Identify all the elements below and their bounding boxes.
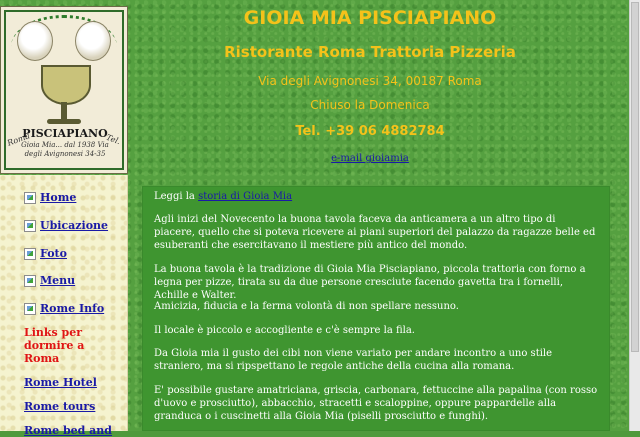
broken-image-icon <box>24 248 36 260</box>
paragraph-5: Da Gioia mia il gusto dei cibi non viene variato per andare incontro a uno stile straniero, ma si ripspettano le regole antiche della cucina alla romana. <box>154 348 553 372</box>
phone-number: Tel. +39 06 4882784 <box>295 124 445 139</box>
broken-image-icon <box>24 303 36 315</box>
sidebar-link-ubicazione[interactable]: Ubicazione <box>40 219 109 232</box>
broken-image-icon <box>24 192 36 204</box>
paragraph-3: Amicizia, fiducia e la ferma volontà di non spellare nessuno. <box>154 301 459 312</box>
restaurant-logo <box>0 6 128 174</box>
logo-brand: PISCIAPIANO <box>22 127 108 140</box>
intro-prefix: Leggi la <box>154 191 199 202</box>
story-link[interactable]: storia di Gioia Mia <box>198 191 293 202</box>
sidebar-nav <box>0 175 128 437</box>
champagne-glass-icon <box>41 65 91 105</box>
logo-side-right: Tel. <box>105 132 123 147</box>
scrollbar-thumb[interactable] <box>631 2 639 352</box>
sidebar-item-foto[interactable] <box>24 247 67 260</box>
page-title: GIOIA MIA PISCIAPIANO <box>243 7 497 29</box>
sidebar-link-rome-info[interactable]: Rome Info <box>40 302 105 315</box>
sidebar-item-menu[interactable] <box>24 274 75 287</box>
paragraph-6: E' possibile gustare amatriciana, griscia, carbonara, fettuccine alla papalina (con rosso d'uovo e prosciutto), abbacchio, stracetti e scaloppine, oppure pappardelle alla granduca o i cuscinetti alla Gioia Mia (piselli prosciutto e funghi). <box>154 385 598 422</box>
cherub-right-icon <box>75 21 111 61</box>
logo-script: Gioia Mia... dal 1938 Via degli Avignonesi 34-35 <box>21 141 109 158</box>
closing-day: Chiuso la Domenica <box>310 98 430 112</box>
cherub-left-icon <box>17 21 53 61</box>
email-link[interactable]: e-mail gioiamia <box>331 153 409 164</box>
links-section-title: Links per dormire a Roma <box>24 326 85 365</box>
paragraph-2: La buona tavola è la tradizione di Gioia Mia Pisciapiano, piccola trattoria con forno a legna per pizze, tirata su da due persone cresciute facendo gavetta tra i fornelli, Achille e Walter. <box>154 264 586 301</box>
sidebar-item-home[interactable] <box>24 191 76 204</box>
logo-side-left: Roma <box>6 131 32 148</box>
address: Via degli Avignonesi 34, 00187 Roma <box>258 74 482 88</box>
glass-stem <box>61 102 67 120</box>
sidebar-item-ubicazione[interactable] <box>24 219 108 232</box>
broken-image-icon <box>24 275 36 287</box>
paragraph-1: Agli inizi del Novecento la buona tavola faceva da anticamera a un altro tipo di piacere, quello che si poteva ricevere ai piani superiori del palazzo da ragazze belle ed esuberanti che esercitavano il mestiere più antico del mondo. <box>154 214 596 251</box>
vertical-scrollbar[interactable] <box>629 0 640 431</box>
link-rome-tours[interactable]: Rome tours <box>24 400 96 413</box>
link-rome-bed-and[interactable]: Rome bed and <box>24 424 112 437</box>
sidebar-link-foto[interactable]: Foto <box>40 247 67 260</box>
paragraph-4: Il locale è piccolo e accogliente e c'è sempre la fila. <box>154 325 415 336</box>
page-subtitle: Ristorante Roma Trattoria Pizzeria <box>224 43 516 61</box>
intro-line <box>154 190 599 203</box>
sidebar-link-menu[interactable]: Menu <box>40 274 76 287</box>
sidebar-link-home[interactable]: Home <box>40 191 77 204</box>
broken-image-icon <box>24 220 36 232</box>
main-content <box>142 186 610 431</box>
link-rome-hotel[interactable]: Rome Hotel <box>24 376 97 389</box>
glass-base <box>47 119 81 124</box>
sidebar-item-rome-info[interactable] <box>24 302 104 315</box>
email-line <box>130 153 610 164</box>
